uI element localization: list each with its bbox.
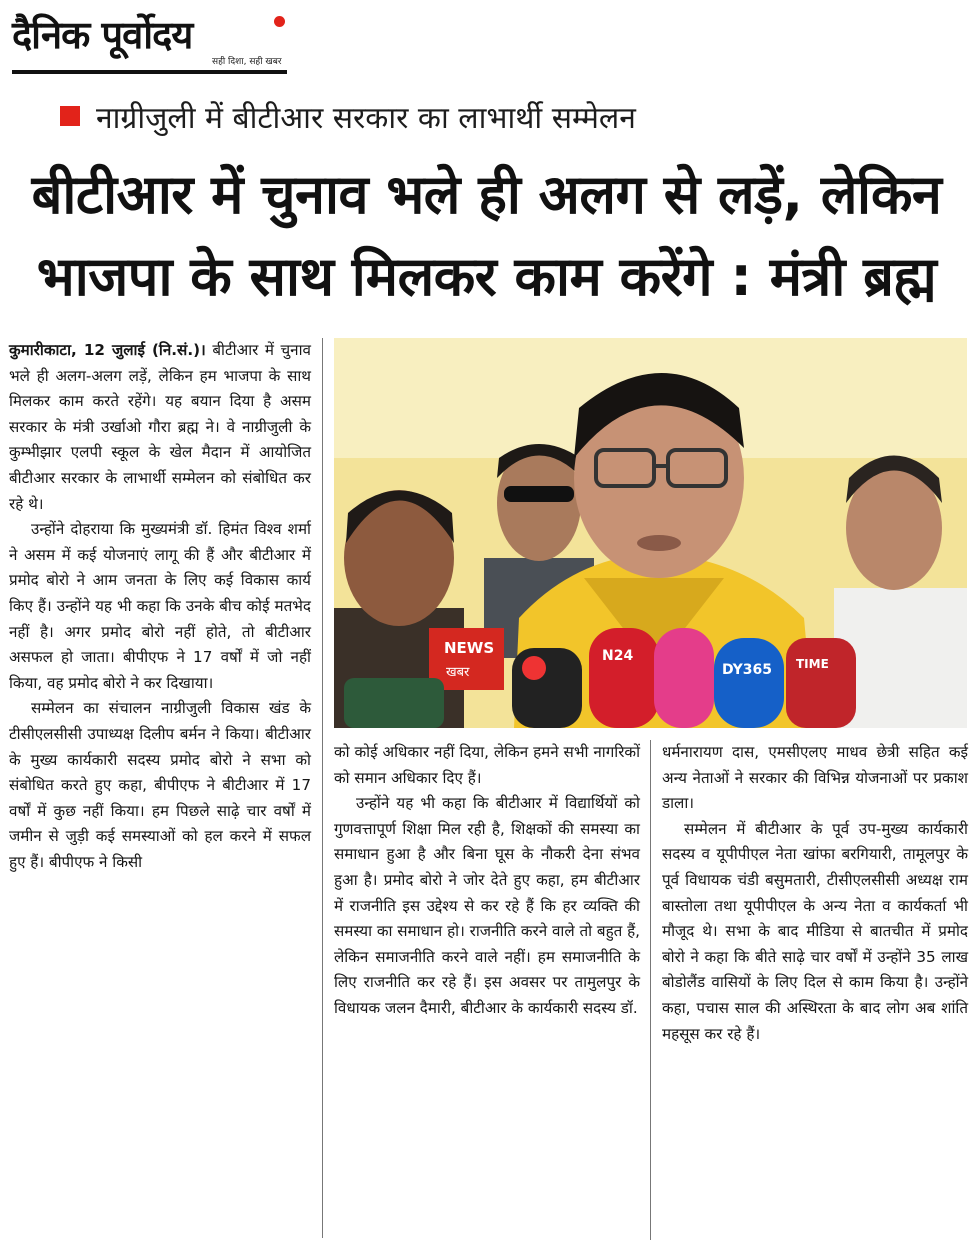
- article-column-2: [334, 740, 640, 1022]
- headline: [20, 154, 953, 318]
- kicker: [60, 94, 940, 138]
- news-photo: [334, 338, 967, 728]
- red-square-icon: [60, 106, 80, 126]
- masthead: [12, 8, 287, 72]
- newspaper-title: दैनिक पूर्वोदय: [12, 13, 193, 57]
- mic-label: DY365: [722, 662, 772, 678]
- masthead-rule: [12, 70, 287, 74]
- article-paragraph: धर्मनारायण दास, एमसीएलए माधव छेत्री सहित कई अन्य नेताओं ने सरकार की विभिन्न योजनाओं पर प्रकाश डाला।: [662, 743, 968, 813]
- article-paragraph: सम्मेलन में बीटीआर के पूर्व उप-मुख्य कार्यकारी सदस्य व यूपीपीएल नेता खांफा बरगियारी, तामूलपुर के पूर्व विधायक चंडी बसुमतारी, टीसीएलसीसी अध्यक्ष राम बास्तोला तथा यूपीपीएल के अन्य नेता व कार्यकर्ता भी मौजूद थे। सभा के बाद मीडिया से बातचीत में प्रमोद बोरो ने कहा कि बीते साढ़े चार वर्षों में उन्होंने 35 लाख बोडोलैंड वासियों के लिए दिल से काम किया है। उन्होंने कहा, पचास साल की अस्थिरता के बाद लोग अब शांति महसूस कर रहे हैं।: [662, 819, 968, 1043]
- newspaper-tagline: सही दिशा, सही खबर: [212, 57, 282, 67]
- mic-label: खबर: [446, 665, 470, 680]
- article-paragraph: उन्होंने यह भी कहा कि बीटीआर में विद्यार्थियों को गुणवत्तापूर्ण शिक्षा मिल रही है, शिक्षकों की समस्या का समाधान हुआ है और बिना घूस के नौकरी देना संभव हुआ है। प्रमोद बोरो ने जोर देते हुए कहा, हम बीटीआर में राजनीति इस उद्देश्य से कर रहे हैं कि हर व्यक्ति की समस्या का समाधान हो। राजनीति करने वाले तो बहुत हैं, लेकिन समाजनीति करने वाले नहीं। हम समाजनीति के लिए राजनीति कर रहे हैं। इस अवसर पर तामुलपुर के विधायक जलन दैमारी, बीटीआर के कार्यकारी सदस्य डॉ.: [334, 794, 641, 1017]
- column-divider: [322, 338, 323, 1238]
- kicker-text: नाग्रीजुली में बीटीआर सरकार का लाभार्थी सम्मेलन: [96, 100, 636, 136]
- article-paragraph: उन्होंने दोहराया कि मुख्यमंत्री डॉ. हिमंत विश्व शर्मा ने असम में कई योजनाएं लागू की हैं और बीटीआर में प्रमोद बोरो ने आम जनता के लिए कई विकास कार्य किए हैं। उन्होंने यह भी कहा कि उनके बीच कोई मतभेद नहीं है। अगर प्रमोद बोरो नहीं होते, तो बीटीआर असफल हो जाता। बीपीएफ ने 17 वर्षों में जो नहीं किया, वह प्रमोद बोरो ने कर दिखाया।: [9, 520, 311, 692]
- article-paragraph: सम्मेलन का संचालन नाग्रीजुली विकास खंड के टीसीएलसीसी उपाध्यक्ष दिलीप बर्मन ने किया। बीटीआर के मुख्य कार्यकारी सदस्य प्रमोद बोरो ने सभा को संबोधित करते हुए कहा, बीपीएफ ने बीटीआर में 17 वर्षों में कुछ नहीं किया। हम पिछले साढ़े चार वर्षों में जमीन से जुड़ी कई समस्याओं को हल करने में सफल हुए हैं। बीपीएफ ने किसी: [9, 699, 311, 871]
- article-paragraph: को कोई अधिकार नहीं दिया, लेकिन हमने सभी नागरिकों को समान अधिकार दिए हैं।: [334, 743, 640, 787]
- headline-line-2: भाजपा के साथ मिलकर काम करेंगे : मंत्री ब्रह्म: [36, 245, 937, 308]
- mic-label: N24: [602, 648, 634, 664]
- article-paragraph: कुमारीकाटा, 12 जुलाई (नि.सं.)। बीटीआर में चुनाव भले ही अलग-अलग लड़ें, लेकिन हम भाजपा के साथ मिलकर काम करते रहेंगे। यह बयान दिया है असम सरकार के मंत्री उर्खाओ गौरा ब्रह्म ने। वे नाग्रीजुली के कुम्भीझार एलपी स्कूल के खेल मैदान में आयोजित बीटीआर सरकार के लाभार्थी सम्मेलन को संबोधित कर रहे थे।: [9, 341, 311, 513]
- column-divider: [650, 740, 651, 1240]
- dateline: कुमारीकाटा, 12 जुलाई (नि.सं.)।: [9, 341, 206, 359]
- article-column-1: [9, 338, 311, 875]
- article-column-3: [662, 740, 968, 1047]
- mic-label: NEWS: [444, 639, 495, 657]
- photo-illustration: [334, 338, 967, 728]
- mic-label: TIME: [796, 657, 829, 671]
- headline-line-1: बीटीआर में चुनाव भले ही अलग से लड़ें, लेकिन: [31, 163, 942, 226]
- masthead-dot-icon: [274, 16, 285, 27]
